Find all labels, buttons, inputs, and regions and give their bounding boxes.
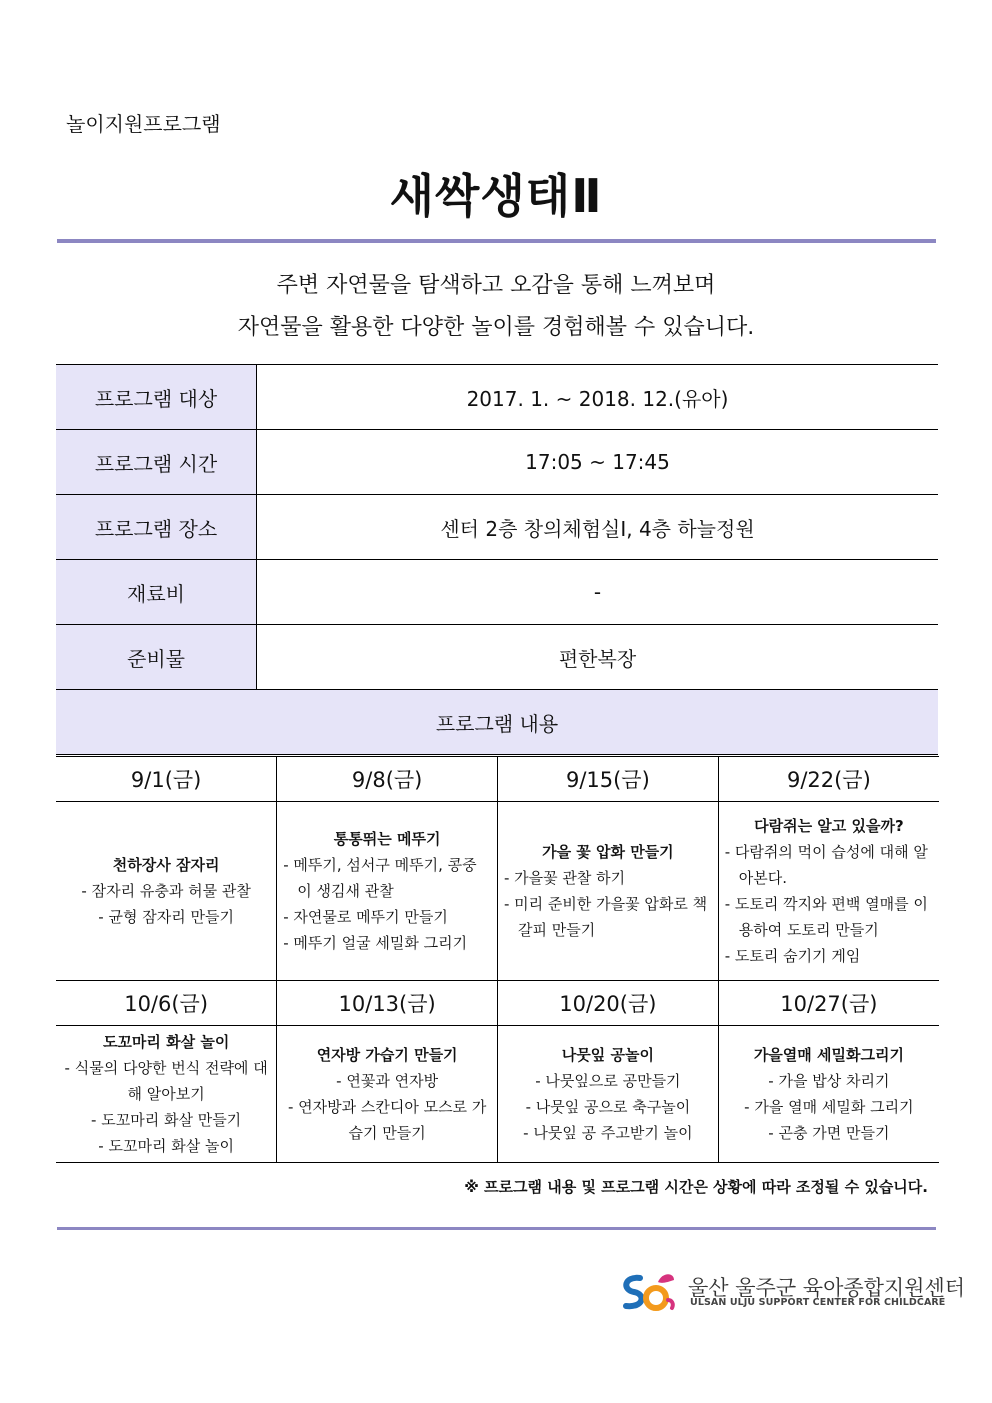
- info-row-content-header: [56, 690, 938, 755]
- activity-title: 다람쥐는 알고 있을까?: [754, 817, 904, 835]
- activity-item: - 연꽃과 연자방: [336, 1072, 439, 1090]
- session-activity: [277, 1026, 498, 1163]
- info-value: 센터 2층 창의체험실Ⅰ, 4층 하늘정원: [257, 495, 939, 560]
- intro-line-2: 자연물을 활용한 다양한 놀이를 경험해볼 수 있습니다.: [237, 315, 755, 340]
- session-activity: [498, 802, 719, 981]
- session-activity: [718, 802, 939, 981]
- session-date: 9/22(금): [718, 757, 939, 802]
- activity-item: - 식물의 다양한 번식 전략에 대해 알아보기: [64, 1059, 268, 1103]
- activity-item: - 나뭇잎 공 주고받기 놀이: [523, 1124, 693, 1142]
- activity-title: 도꼬마리 화살 놀이: [102, 1033, 230, 1051]
- info-label: 프로그램 대상: [56, 365, 257, 430]
- session-activity: [718, 1026, 939, 1163]
- session-date: 9/8(금): [277, 757, 498, 802]
- info-row-place: [56, 495, 938, 560]
- org-name-korean: 울산 울주군 육아종합지원센터: [688, 1276, 966, 1300]
- info-value: 편한복장: [257, 625, 939, 690]
- bottom-divider: [57, 1227, 936, 1230]
- activity-item: - 다람쥐의 먹이 습성에 대해 알아본다.: [724, 843, 928, 887]
- content-header: 프로그램 내용: [56, 690, 938, 755]
- org-name-english: ULSAN ULJU SUPPORT CENTER FOR CHILDCARE: [690, 1297, 946, 1308]
- info-label: 프로그램 시간: [56, 430, 257, 495]
- activity-item: - 도토리 깍지와 편백 열매를 이용하여 도토리 만들기: [724, 895, 928, 939]
- session-date: 10/20(금): [498, 981, 719, 1026]
- schedule-date-row: [56, 757, 939, 802]
- page-title: 새싹생태Ⅱ: [389, 169, 603, 223]
- intro-line-1: 주변 자연물을 탐색하고 오감을 통해 느껴보며: [276, 273, 716, 298]
- schedule-activity-row: [56, 1026, 939, 1163]
- info-row-supplies: [56, 625, 938, 690]
- info-label: 재료비: [56, 560, 257, 625]
- activity-item: - 자연물로 메뚜기 만들기: [283, 908, 448, 926]
- activity-item: - 균형 잠자리 만들기: [98, 908, 234, 926]
- info-row-fee: [56, 560, 938, 625]
- info-label: 준비물: [56, 625, 257, 690]
- schedule-note: ※ 프로그램 내용 및 프로그램 시간은 상황에 따라 조정될 수 있습니다.: [464, 1178, 928, 1196]
- activity-item: - 메뚜기, 섬서구 메뚜기, 콩중이 생김새 관찰: [283, 856, 477, 900]
- activity-item: - 가을꽃 관찰 하기: [504, 869, 626, 887]
- activity-item: - 도꼬마리 화살 만들기: [91, 1111, 242, 1129]
- activity-item: - 나뭇잎으로 공만들기: [535, 1072, 681, 1090]
- activity-item: - 가을 밥상 차리기: [768, 1072, 890, 1090]
- session-date: 9/15(금): [498, 757, 719, 802]
- activity-item: - 메뚜기 얼굴 세밀화 그리기: [283, 934, 468, 952]
- info-value: 2017. 1. ~ 2018. 12.(유아): [257, 365, 939, 430]
- info-label: 프로그램 장소: [56, 495, 257, 560]
- info-value: 17:05 ~ 17:45: [257, 430, 939, 495]
- info-value: -: [257, 560, 939, 625]
- activity-item: - 연자방과 스칸디아 모스로 가습기 만들기: [287, 1098, 487, 1142]
- activity-title: 나뭇잎 공놀이: [561, 1046, 654, 1064]
- program-info-table: [56, 364, 938, 755]
- session-date: 10/13(금): [277, 981, 498, 1026]
- schedule-table: [56, 756, 939, 1163]
- activity-title: 천하장사 잠자리: [112, 856, 220, 874]
- activity-item: - 도꼬마리 화살 놀이: [98, 1137, 234, 1155]
- info-row-time: [56, 430, 938, 495]
- session-activity: [56, 802, 277, 981]
- activity-title: 가을 꽃 압화 만들기: [542, 843, 674, 861]
- schedule-activity-row: [56, 802, 939, 981]
- session-date: 9/1(금): [56, 757, 277, 802]
- schedule-date-row: [56, 981, 939, 1026]
- activity-item: - 미리 준비한 가을꽃 압화로 책갈피 만들기: [504, 895, 708, 939]
- session-date: 10/6(금): [56, 981, 277, 1026]
- activity-item: - 도토리 숨기기 게임: [724, 947, 861, 965]
- activity-item: - 가을 열매 세밀화 그리기: [744, 1098, 914, 1116]
- program-category: 놀이지원프로그램: [66, 112, 221, 136]
- sprout-logo-icon: [618, 1270, 678, 1314]
- session-activity: [277, 802, 498, 981]
- session-activity: [498, 1026, 719, 1163]
- activity-item: - 곤충 가면 만들기: [768, 1124, 890, 1142]
- activity-item: - 잠자리 유충과 허물 관찰: [81, 882, 251, 900]
- session-activity: [56, 1026, 277, 1163]
- activity-title: 연자방 가습기 만들기: [316, 1046, 458, 1064]
- activity-item: - 나뭇잎 공으로 축구놀이: [525, 1098, 691, 1116]
- org-logo: [618, 1270, 966, 1314]
- activity-title: 통통뛰는 메뚜기: [333, 830, 441, 848]
- info-row-target: [56, 365, 938, 430]
- top-divider: [57, 239, 936, 243]
- session-date: 10/27(금): [718, 981, 939, 1026]
- activity-title: 가을열매 세밀화그리기: [753, 1046, 904, 1064]
